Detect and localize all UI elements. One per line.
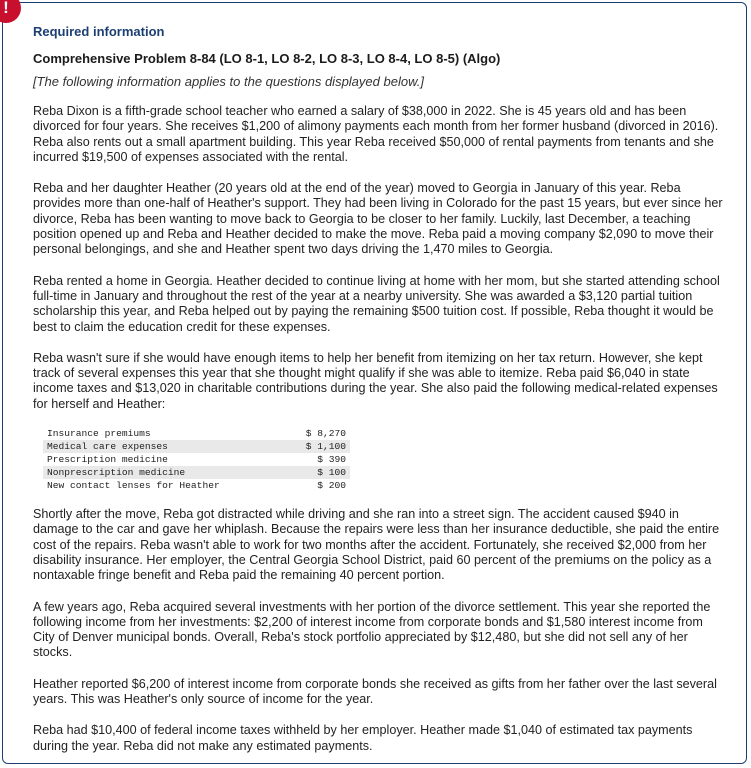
medical-expenses-table	[43, 427, 350, 492]
problem-panel	[2, 2, 747, 764]
expense-label: Nonprescription medicine	[43, 466, 287, 479]
table-row	[43, 453, 350, 466]
table-row	[43, 440, 350, 453]
expense-label: Prescription medicine	[43, 453, 287, 466]
paragraph-1: Reba Dixon is a fifth-grade school teacher who earned a salary of $38,000 in 2022. She is 45 years old and has been divorced for four years. She receives $1,200 of alimony payments each month from her former husband (divorced in 2016). Reba also rents out a small apartment building. This year Reba received $50,000 of rental payments from tenants and she incurred $19,500 of expenses associated with the rental.	[33, 104, 719, 164]
expense-amount: $ 100	[287, 466, 350, 479]
table-row	[43, 427, 350, 440]
expense-amount: $ 1,100	[287, 440, 350, 453]
required-information-heading: Required information	[33, 24, 165, 39]
expense-amount: $ 8,270	[287, 427, 350, 440]
paragraph-5: Shortly after the move, Reba got distracted while driving and she ran into a street sign. The accident caused $940 in damage to the car and gave her whiplash. Because the repairs were less than her insurance deductible, she paid the entire cost of the repairs. Reba wasn't able to work for two months after the accident. Fortunately, she received $2,000 from her disability insurance. Her employer, the Central Georgia School District, paid 60 percent of the premiums on the policy as a nontaxable fringe benefit and Reba paid the remaining 40 percent portion.	[33, 507, 720, 583]
applies-note: [The following information applies to the questions displayed below.]	[33, 74, 424, 89]
table-row	[43, 466, 350, 479]
alert-icon: !	[0, 0, 21, 23]
expense-amount: $ 200	[287, 479, 350, 492]
problem-title: Comprehensive Problem 8-84 (LO 8-1, LO 8-2, LO 8-3, LO 8-4, LO 8-5) (Algo)	[33, 51, 501, 66]
problem-content	[33, 23, 723, 754]
paragraph-6: A few years ago, Reba acquired several investments with her portion of the divorce settlement. This year she reported the following income from her investments: $2,200 of interest income from corporate bonds and $1,580 interest income from City of Denver municipal bonds. Overall, Reba's stock portfolio appreciated by $12,480, but she did not sell any of her stocks.	[33, 599, 711, 660]
expense-amount: $ 390	[287, 453, 350, 466]
paragraph-2: Reba and her daughter Heather (20 years old at the end of the year) moved to Georgia in January of this year. Reba provides more than one-half of Heather's support. They had been living in Colorado for the past 15 years, but ever since her divorce, Reba has been wanting to move back to Georgia to be closer to her family. Luckily, last December, a teaching position opened up and Reba and Heather decided to make the move. Reba paid a moving company $2,090 to move their personal belongings, and she and Heather spent two days driving the 1,470 miles to Georgia.	[33, 181, 723, 257]
paragraph-8: Reba had $10,400 of federal income taxes withheld by her employer. Heather made $1,040 of estimated tax payments during the year. Reba did not make any estimated payments.	[33, 723, 693, 753]
paragraph-3: Reba rented a home in Georgia. Heather decided to continue living at home with her mom, but she started attending school full-time in January and throughout the rest of the year at a nearby university. She was awarded a $3,120 partial tuition scholarship this year, and Reba helped out by paying the remaining $500 tuition cost. If possible, Reba thought it would be best to claim the education credit for these expenses.	[33, 273, 720, 334]
expense-label: Medical care expenses	[43, 440, 287, 453]
paragraph-4: Reba wasn't sure if she would have enough items to help her benefit from itemizing on her tax return. However, she kept track of several expenses this year that she thought might qualify if she was able to itemize. Reba paid $6,040 in state income taxes and $13,020 in charitable contributions during the year. She also paid the following medical-related expenses for herself and Heather:	[33, 350, 718, 411]
table-row	[43, 479, 350, 492]
expense-label: Insurance premiums	[43, 427, 287, 440]
paragraph-7: Heather reported $6,200 of interest income from corporate bonds she received as gifts from her father over the last several years. This was Heather's only source of income for the year.	[33, 676, 717, 707]
expense-label: New contact lenses for Heather	[43, 479, 287, 492]
